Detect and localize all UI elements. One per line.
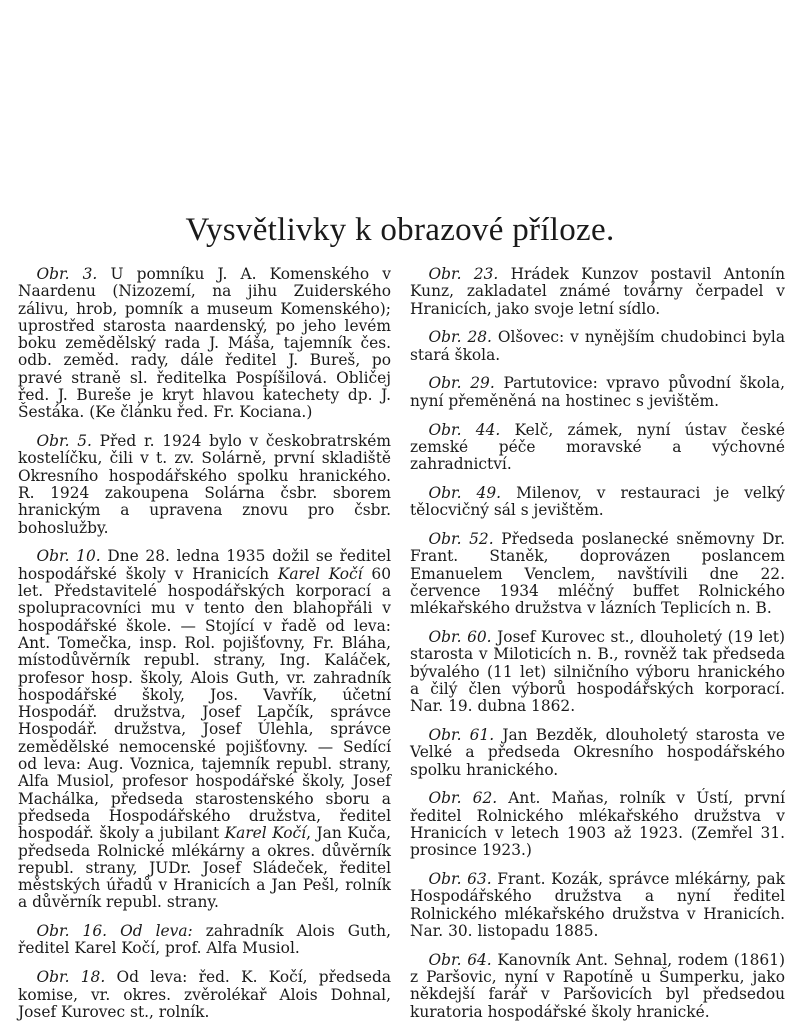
caption-label: Obr. 18. <box>36 968 106 987</box>
page-title: Vysvětlivky k obrazové příloze. <box>185 212 615 248</box>
caption-label: Obr. 16. Od leva: <box>36 922 193 941</box>
caption-entry-obr-18 <box>18 969 391 1021</box>
caption-label: Obr. 62. <box>428 789 498 808</box>
caption-entry-obr-10 <box>18 548 391 911</box>
caption-emphasis: Karel Kočí <box>224 824 307 843</box>
caption-text: Josef Kurovec st., dlouholetý (19 let) starosta v Miloticích n. B., rovněž tak předseda bývalého (11 let) silničního výboru hranického a čilý člen výborů hospodářských korporací. Nar. 19. dubna 1862. <box>410 628 785 716</box>
caption-text: Kanovník Ant. Sehnal, rodem (1861) z Paršovic, nyní v Rapotíně u Šumperku, jako někdejší farář v Paršovicích byl předsedou kuratoria hospodářské školy hranické. <box>410 950 785 1021</box>
caption-label: Obr. 63. <box>428 870 492 889</box>
caption-text: Od leva: řed. K. Kočí, předseda komise, vr. okres. zvěrolékař Alois Dohnal, Josef Kurovec st., rolník. <box>18 968 391 1021</box>
caption-entry-obr-62 <box>410 790 785 859</box>
caption-entry-obr-28 <box>410 329 785 364</box>
caption-text: Frant. Kozák, správce mlékárny, pak Hospodářského družstva a nyní ředitel Rolnického mlékařského družstva v Hranicích. Nar. 30. listopadu 1885. <box>410 870 785 940</box>
caption-text: Milenov, v restauraci je velký tělocvičný sál s jevištěm. <box>410 483 785 520</box>
caption-entry-obr-3 <box>18 266 391 422</box>
caption-text: Ant. Maňas, rolník v Ústí, první ředitel Rolnického mlékařského družstva v Hranicích v letech 1903 až 1923. (Zemřel 31. prosince 1923.) <box>410 789 785 860</box>
caption-entry-obr-49 <box>410 485 785 520</box>
caption-text: Předseda poslanecké sněmovny Dr. Frant. Staněk, doprovázen poslancem Emanuelem Venclem, navštívili dne 22. července 1934 mléčný buffet Rolnického mlékařského družstva v lázních Teplicích n. B. <box>410 530 785 618</box>
right-column <box>410 266 785 1032</box>
caption-label: Obr. 64. <box>428 950 492 969</box>
caption-text: Dne 28. ledna 1935 dožil se ředitel hospodářské školy v Hranicích <box>18 547 391 583</box>
caption-label: Obr. 28. <box>428 328 492 347</box>
caption-text: Jan Bezděk, dlouholetý starosta ve Velké a předseda Okresního hospodářského spolku hranického. <box>410 726 785 779</box>
left-column <box>18 266 391 1033</box>
caption-text: U pomníku J. A. Komenského v Naardenu (Nizozemí, na jihu Zuiderského zálivu, hrob, pomník a museum Komenského); uprostřed starosta naardenský, po jeho levém boku zemědělský rada J. Máša, tajemník čes. odb. zeměd. rady, dále ředitel J. Bureš, po pravé straně sl. ředitelka Pospíšilová. Obličej řed. J. Bureše je kryt hlavou katechety dp. J. Šestáka. (Ke článku řed. Fr. Kociana.) <box>18 265 391 422</box>
caption-label: Obr. 60. <box>428 628 492 647</box>
caption-entry-obr-61 <box>410 727 785 779</box>
caption-label: Obr. 29. <box>428 374 495 393</box>
caption-entry-obr-64 <box>410 952 785 1021</box>
caption-entry-obr-5 <box>18 433 391 537</box>
caption-entry-obr-63 <box>410 871 785 940</box>
caption-label: Obr. 3. <box>36 265 98 283</box>
caption-entry-obr-23 <box>410 266 785 318</box>
caption-label: Obr. 23. <box>428 265 499 283</box>
caption-label: Obr. 5. <box>36 432 92 451</box>
caption-label: Obr. 44. <box>428 420 501 439</box>
caption-label: Obr. 52. <box>428 530 494 549</box>
caption-text: Před r. 1924 bylo v českobratrském kostelíčku, čili v t. zv. Solárně, první skladiště Okresního hospodářského spolku hranického. R. 1924 zakoupena Solárna čsbr. sborem hranickým a upravena znovu pro čsbr. bohoslužby. <box>18 432 391 537</box>
caption-text: Olšovec: v nynějším chudobinci byla stará škola. <box>410 328 785 364</box>
caption-entry-obr-44 <box>410 422 785 474</box>
caption-text: 60 let. Představitelé hospodářských korporací a spolupracovníci mu v tento den blahopřáli v hospodářské škole. — Stojící v řadě od leva: Ant. Tomečka, insp. Rol. pojišťovny, Fr. Bláha, místodůvěrník republ. strany, Ing. Kaláček, profesor hosp. školy, Alois Guth, vr. zahradník hospodářské školy, Jos. Vavřík, účetní Hospodář. družstva, Josef Lapčík, správce Hospodář. družstva, Josef Úlehla, správce zemědělské nemocenské pojišťovny. — Sedící od leva: Aug. Voznica, tajemník republ. strany, Alfa Musiol, profesor hospodářské školy, Josef Machálka, předseda starostenského sboru a předseda Hospodářského družstva, ředitel hospodář. školy a jubilant <box>18 564 391 843</box>
caption-entry-obr-29 <box>410 375 785 410</box>
caption-text: Hrádek Kunzov postavil Antonín Kunz, zakladatel známé továrny čerpadel v Hranicích, jako svoje letní sídlo. <box>410 265 785 318</box>
caption-text: Partutovice: vpravo původní škola, nyní přeměněná na hostinec s jevištěm. <box>410 374 785 410</box>
caption-text: zahradník Alois Guth, ředitel Karel Kočí, prof. Alfa Musiol. <box>18 922 391 958</box>
caption-text: Kelč, zámek, nyní ústav české zemské péče moravské a výchovné zahradnictví. <box>410 420 785 474</box>
caption-entry-obr-60 <box>410 629 785 715</box>
caption-label: Obr. 49. <box>428 483 502 502</box>
caption-entry-obr-16 <box>18 923 391 958</box>
caption-label: Obr. 61. <box>428 726 495 745</box>
caption-label: Obr. 10. <box>36 547 101 566</box>
caption-text: , Jan Kuča, předseda Rolnické mlékárny a okres. důvěrník republ. strany, JUDr. Josef Sládeček, ředitel městských úřadů v Hranicích a Jan Pešl, rolník a důvěrník republ. strany. <box>18 824 391 912</box>
caption-emphasis: Karel Kočí <box>277 564 363 583</box>
caption-entry-obr-52 <box>410 531 785 617</box>
